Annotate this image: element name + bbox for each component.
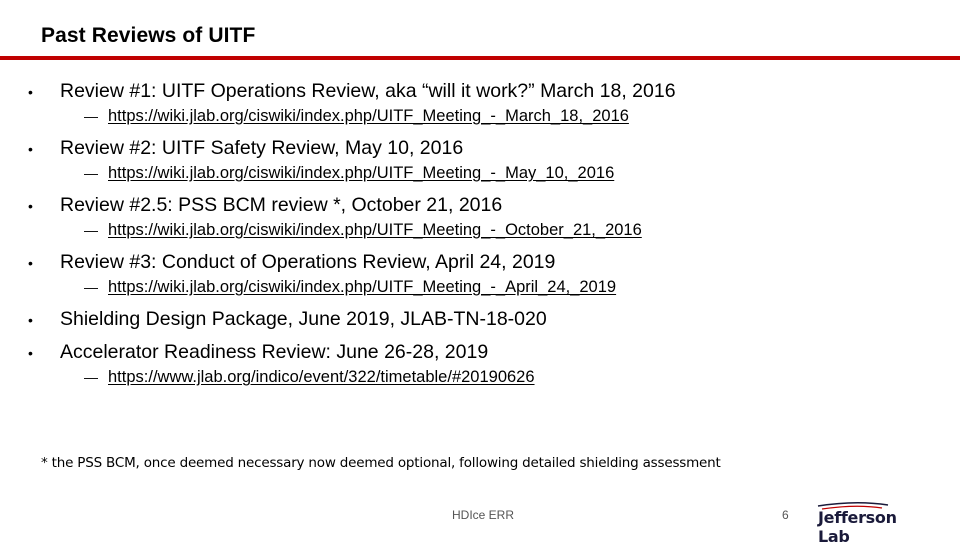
slide-title: Past Reviews of UITF bbox=[41, 24, 256, 47]
review-link[interactable]: https://wiki.jlab.org/ciswiki/index.php/UITF_Meeting_-_May_10,_2016 bbox=[108, 164, 615, 182]
dash-icon: — bbox=[84, 165, 98, 181]
list-item-text: Accelerator Readiness Review: June 26-28, 2019 bbox=[60, 341, 489, 363]
list-item-text: Review #2.5: PSS BCM review *, October 21, 2016 bbox=[60, 194, 503, 216]
bullet-icon: • bbox=[28, 84, 33, 100]
page-number: 6 bbox=[782, 508, 789, 522]
review-list bbox=[26, 78, 946, 396]
list-item bbox=[26, 249, 946, 298]
list-item bbox=[26, 135, 946, 184]
list-item bbox=[26, 78, 946, 127]
footnote: * the PSS BCM, once deemed necessary now deemed optional, following detailed shielding assessment bbox=[41, 455, 721, 471]
list-item-text: Review #2: UITF Safety Review, May 10, 2016 bbox=[60, 137, 464, 159]
footer-label: HDIce ERR bbox=[452, 508, 515, 522]
list-item-text: Shielding Design Package, June 2019, JLAB-TN-18-020 bbox=[60, 308, 547, 330]
bullet-icon: • bbox=[28, 198, 33, 214]
bullet-icon: • bbox=[28, 255, 33, 271]
logo-text: Jefferson Lab bbox=[818, 508, 897, 546]
list-item-text: Review #3: Conduct of Operations Review, April 24, 2019 bbox=[60, 251, 556, 273]
list-item-text: Review #1: UITF Operations Review, aka “will it work?” March 18, 2016 bbox=[60, 80, 676, 102]
jefferson-lab-logo bbox=[816, 500, 926, 546]
dash-icon: — bbox=[84, 369, 98, 385]
dash-icon: — bbox=[84, 279, 98, 295]
bullet-icon: • bbox=[28, 312, 33, 328]
review-link[interactable]: https://wiki.jlab.org/ciswiki/index.php/UITF_Meeting_-_October_21,_2016 bbox=[108, 221, 642, 239]
list-item bbox=[26, 339, 946, 388]
dash-icon: — bbox=[84, 108, 98, 124]
review-link[interactable]: https://www.jlab.org/indico/event/322/timetable/#20190626 bbox=[108, 368, 535, 386]
list-item bbox=[26, 192, 946, 241]
title-divider bbox=[0, 56, 960, 60]
review-link[interactable]: https://wiki.jlab.org/ciswiki/index.php/UITF_Meeting_-_April_24,_2019 bbox=[108, 278, 617, 296]
bullet-icon: • bbox=[28, 345, 33, 361]
list-item bbox=[26, 306, 946, 333]
bullet-icon: • bbox=[28, 141, 33, 157]
review-link[interactable]: https://wiki.jlab.org/ciswiki/index.php/UITF_Meeting_-_March_18,_2016 bbox=[108, 107, 629, 125]
dash-icon: — bbox=[84, 222, 98, 238]
